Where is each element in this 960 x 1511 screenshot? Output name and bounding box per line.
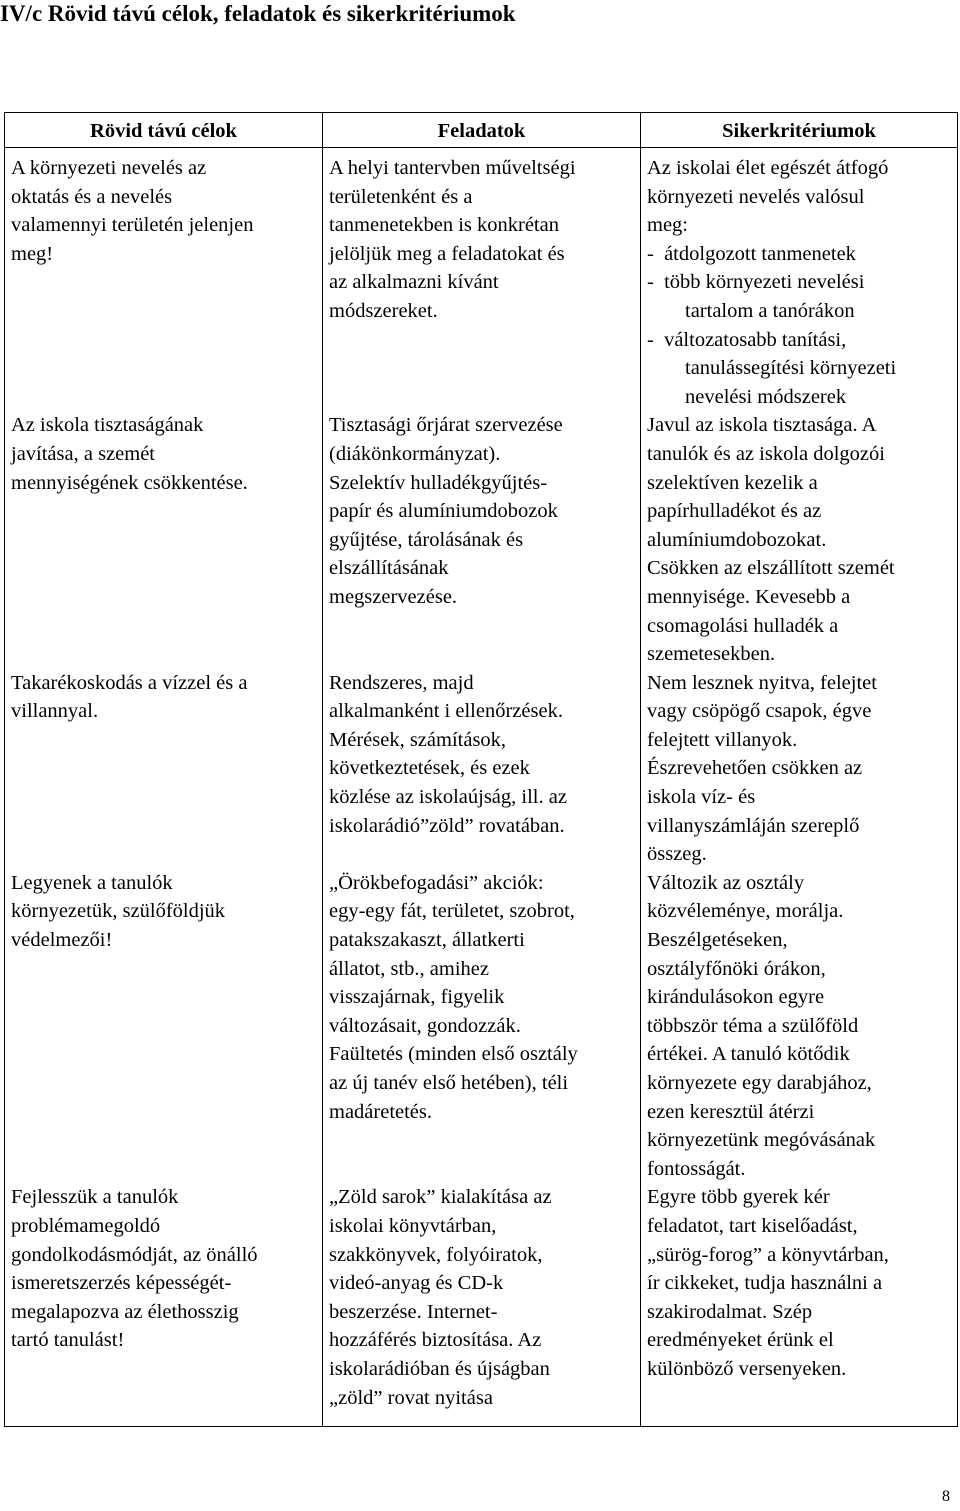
criteria-list-item-continuation: tartalom a tanórákon (685, 299, 855, 322)
criteria-cell (641, 148, 958, 412)
goal-cell (5, 869, 323, 1184)
goal-text: Fejlesszük a tanulók problémamegoldó gondolkodásmódját, az önálló ismeretszerzés képességét- megalapozva az élethosszig tartó tanulást! (11, 1186, 258, 1352)
header-tasks: Feladatok (323, 113, 641, 148)
task-text: „Örökbefogadási” akciók: egy-egy fát, területet, szobrot, patakszakaszt, állatkerti állatot, stb., amihez visszajárnak, figyelik változásait, gondozzák. Faültetés (minden első osztály az új tanév első hetében), téli madáretetés. (329, 871, 578, 1123)
criteria-list-item: - változatosabb tanítási, (647, 328, 847, 351)
page-number: 8 (942, 1488, 950, 1505)
goal-text: A környezeti nevelés az oktatás és a nevelés valamennyi területén jelenjen meg! (11, 157, 254, 265)
task-text: Rendszeres, majd alkalmanként i ellenőrzések. Mérések, számítások, következtetések, és ezek közlése az iskolaújság, ill. az iskolarádió”zöld” rovatában. (329, 671, 567, 837)
criteria-text: Egyre több gyerek kér feladatot, tart kiselőadást, „sürög-forog” a könyvtárban, ír cikkeket, tudja használni a szakirodalmat. Szép eredményeket érünk el különböző versenyeken. (647, 1186, 889, 1380)
goal-cell (5, 148, 323, 412)
table-row (5, 1183, 958, 1426)
criteria-text: Nem lesznek nyitva, felejtet vagy csöpögő csapok, égve felejtett villanyok. Észrevehetően csökken az iskola víz- és villanyszámláján szereplő összeg. (647, 671, 877, 866)
criteria-intro: Az iskolai élet egészét átfogó környezeti nevelés valósul meg: (647, 157, 889, 237)
criteria-text: Javul az iskola tisztasága. A tanulók és az iskola dolgozói szelektíven kezelik a papírhulladékot és az alumíniumdobozokat. Csökken az elszállított szemét mennyisége. Kevesebb a csomagolási hulladék a szemetesekben. (647, 414, 895, 666)
table-header-row (5, 113, 958, 148)
task-cell (323, 148, 641, 412)
goal-text: Legyenek a tanulók környezetük, szülőföldjük védelmezői! (11, 871, 226, 952)
task-cell (323, 411, 641, 668)
task-text: Tisztasági őrjárat szervezése (diákönkormányzat). Szelektív hulladékgyűjtés- papír és alumíniumdobozok gyűjtése, tárolásának és elszállításának megszervezése. (329, 414, 563, 608)
table-row (5, 869, 958, 1184)
criteria-cell (641, 669, 958, 869)
task-cell (323, 669, 641, 869)
criteria-cell (641, 869, 958, 1184)
goal-text: Takarékoskodás a vízzel és a villannyal. (11, 671, 248, 723)
criteria-list-item: - átdolgozott tanmenetek (647, 242, 856, 265)
goal-cell (5, 411, 323, 668)
table-row (5, 669, 958, 869)
task-text: A helyi tantervben műveltségi területenként és a tanmenetekben is konkrétan jelöljük meg a feladatokat és az alkalmazni kívánt módszereket. (329, 157, 576, 322)
task-cell (323, 869, 641, 1184)
goal-text: Az iskola tisztaságának javítása, a szemét mennyiségének csökkentése. (11, 414, 248, 494)
criteria-list-item-continuation: tanulássegítési környezeti nevelési módszerek (685, 357, 897, 408)
goals-table (4, 112, 958, 1427)
criteria-cell (641, 411, 958, 668)
header-success-criteria: Sikerkritériumok (641, 113, 958, 148)
header-short-term-goals: Rövid távú célok (5, 113, 323, 148)
goal-cell (5, 669, 323, 869)
criteria-cell (641, 1183, 958, 1426)
page-title: IV/c Rövid távú célok, feladatok és sikerkritériumok (0, 1, 516, 26)
criteria-text: Változik az osztály közvéleménye, morálja. Beszélgetéseken, osztályfőnöki órákon, kirándulásokon egyre többször téma a szülőföld értékei. A tanuló kötődik környezete egy darabjához, ezen keresztül átérzi környezetünk megóvásának fontosságát. (647, 871, 876, 1180)
task-text: „Zöld sarok” kialakítása az iskolai könyvtárban, szakkönyvek, folyóiratok, videó-anyag és CD-k beszerzése. Internet- hozzáférés biztosítása. Az iskolarádióban és újságban „zöld” rovat nyitása (329, 1186, 552, 1409)
criteria-list-item: - több környezeti nevelési (647, 271, 865, 294)
task-cell (323, 1183, 641, 1426)
table-row (5, 148, 958, 412)
table-row (5, 411, 958, 668)
goal-cell (5, 1183, 323, 1426)
